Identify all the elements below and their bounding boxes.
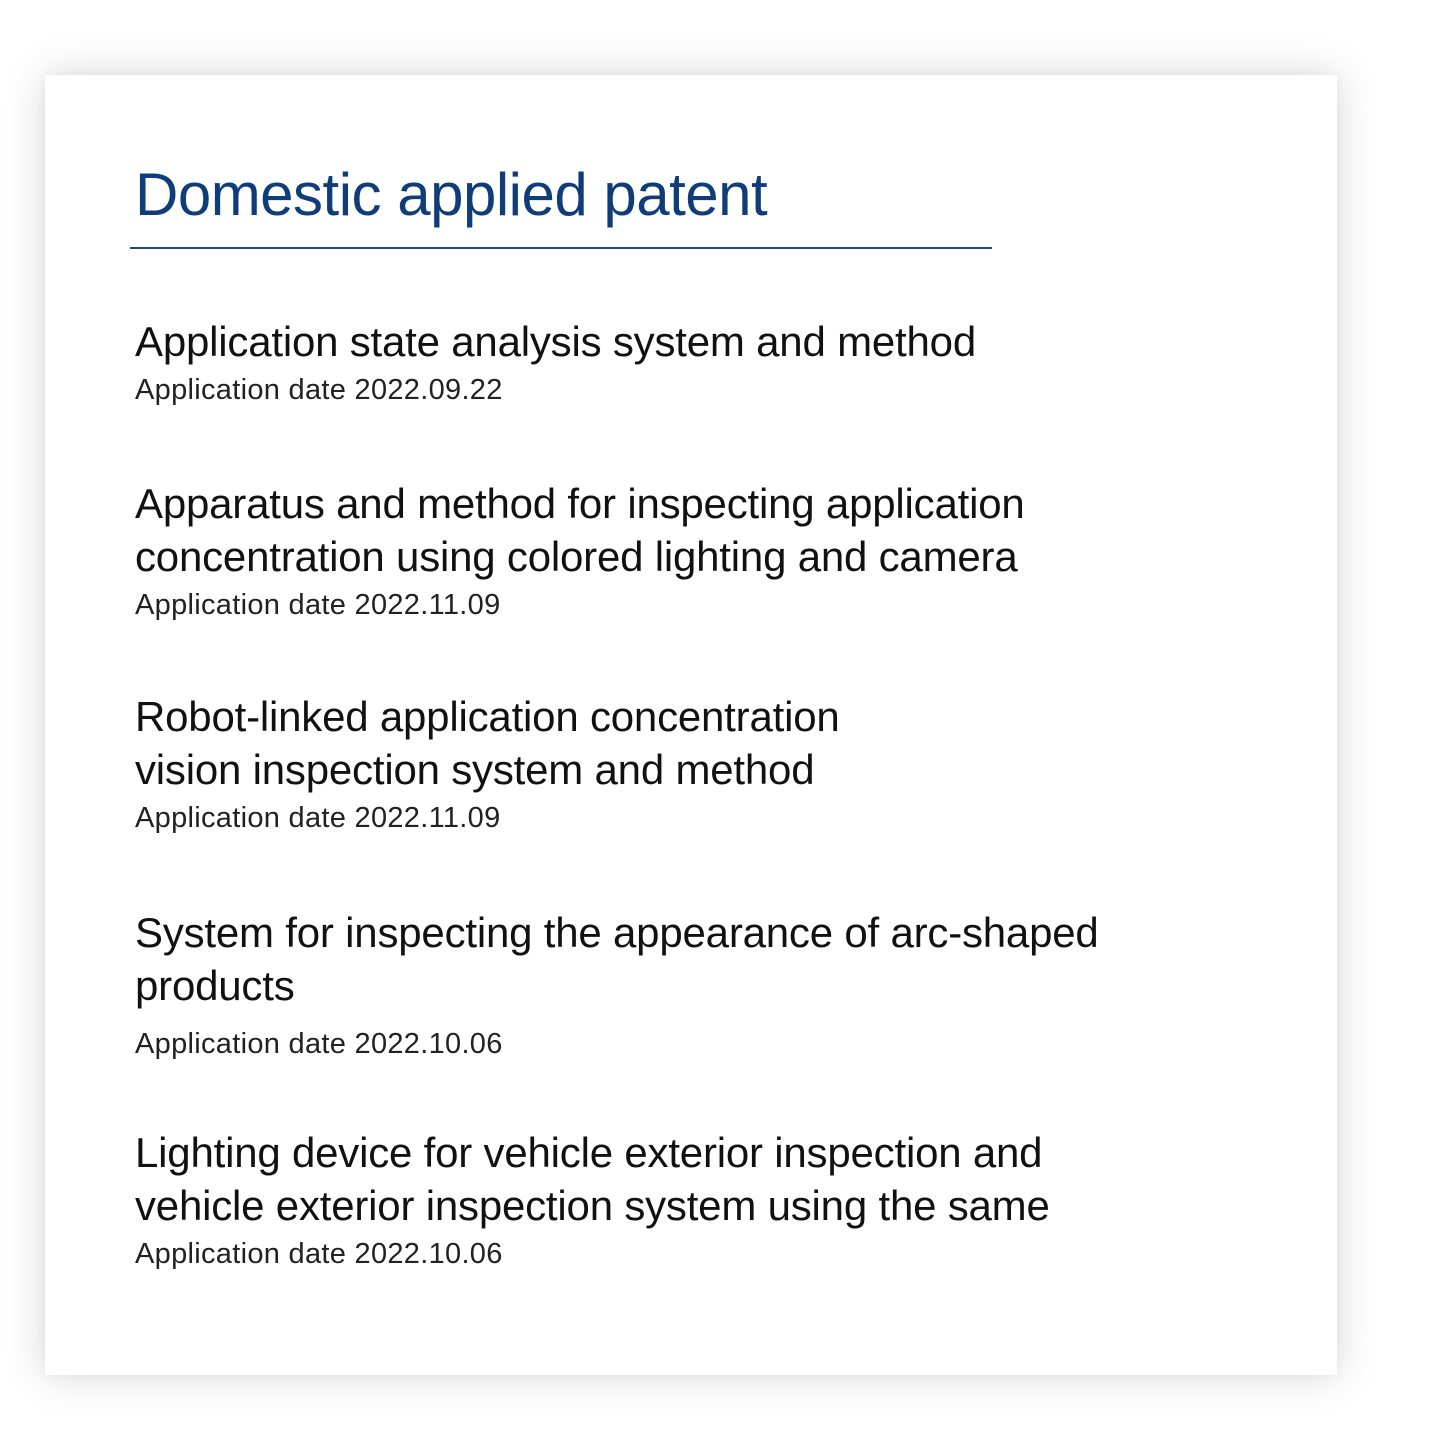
patent-title-line: Apparatus and method for inspecting application — [135, 480, 1025, 527]
patent-list — [135, 315, 1275, 1272]
patent-title — [135, 906, 1275, 1012]
patent-title — [135, 477, 1275, 583]
patent-date: Application date 2022.10.06 — [135, 1028, 503, 1060]
patent-date: Application date 2022.11.09 — [135, 589, 501, 621]
patent-date: Application date 2022.11.09 — [135, 802, 501, 834]
patent-title-line: vision inspection system and method — [135, 746, 815, 793]
patent-title-line: Application state analysis system and method — [135, 318, 976, 365]
patent-title-line: System for inspecting the appearance of arc-shaped — [135, 909, 1099, 956]
patent-title-line: Robot-linked application concentration — [135, 693, 840, 740]
patent-title — [135, 315, 1275, 368]
patent-title-line: Lighting device for vehicle exterior inspection and — [135, 1129, 1043, 1176]
section-title: Domestic applied patent — [135, 161, 768, 228]
patent-item — [135, 690, 1275, 906]
patent-date: Application date 2022.09.22 — [135, 374, 503, 406]
title-underline — [130, 247, 992, 249]
patent-item — [135, 1126, 1275, 1272]
patent-date: Application date 2022.10.06 — [135, 1238, 503, 1270]
patent-item — [135, 315, 1275, 477]
patent-item — [135, 906, 1275, 1126]
patent-title-line: concentration using colored lighting and camera — [135, 533, 1018, 580]
patent-title — [135, 690, 1275, 796]
patent-title-line: products — [135, 962, 295, 1009]
patent-title-line: vehicle exterior inspection system using the same — [135, 1182, 1050, 1229]
patent-item — [135, 477, 1275, 690]
patent-title — [135, 1126, 1275, 1232]
patent-card — [45, 75, 1337, 1375]
